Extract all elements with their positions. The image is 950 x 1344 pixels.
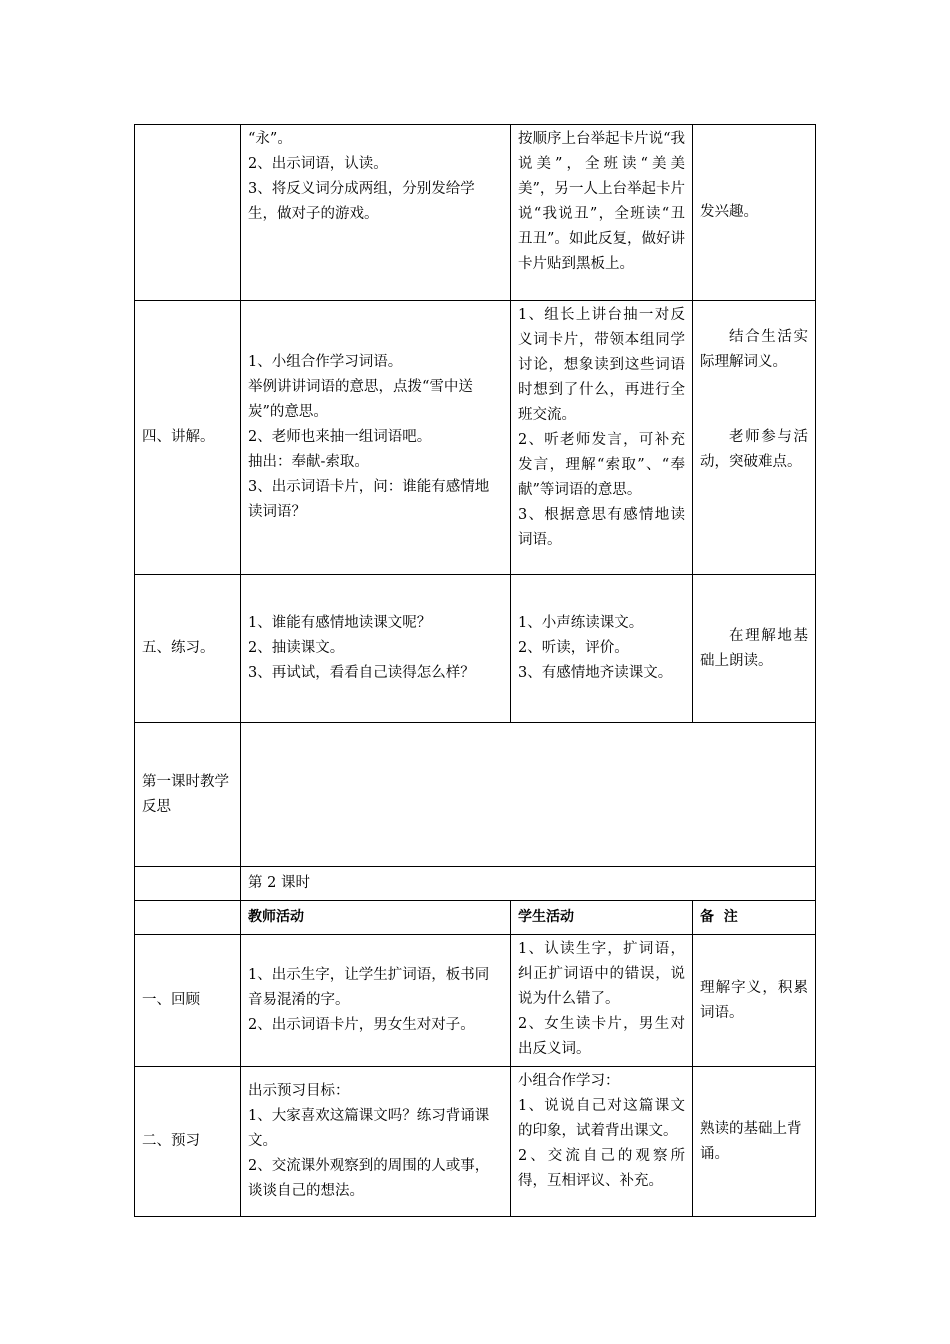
teacher-line: 1、谁能有感情地读课文呢？	[248, 615, 432, 631]
table-header-row	[135, 901, 816, 935]
student-activity-cell	[511, 125, 693, 301]
teacher-line: 举例讲讲词语的意思，点拨“雪中送炭”的意思。	[248, 379, 473, 420]
student-activity-cell	[511, 575, 693, 723]
student-line: 1、说说自己对这篇课文的印象，试着背出课文。	[518, 1098, 685, 1139]
table-row-reflection	[135, 723, 816, 867]
student-line: 按顺序上台举起卡片说“我说美”，全班读“美美美”，另一人上台举起卡片说“我说丑”，全班读“丑丑丑”。如此反复，做好讲卡片贴到黑板上。	[518, 131, 685, 272]
table-row-practice	[135, 575, 816, 723]
lesson-plan-table	[134, 124, 816, 1217]
note-cell	[693, 125, 816, 301]
teacher-activity-cell	[241, 935, 511, 1067]
student-line: 小组合作学习：	[518, 1073, 620, 1089]
table-row-lesson-label	[135, 867, 816, 901]
teacher-line: 2、老师也来抽一组词语吧。	[248, 429, 432, 445]
teacher-activity-cell	[241, 301, 511, 575]
teacher-line: 2、出示词语，认读。	[248, 156, 388, 172]
stage-cell: 二、预习	[135, 1067, 241, 1217]
note-line: 熟读的基础上背诵。	[700, 1120, 802, 1162]
table-row-review	[135, 935, 816, 1067]
teacher-line: 1、出示生字，让学生扩词语，板书同音易混淆的字。	[248, 967, 490, 1008]
teacher-line: 2、出示词语卡片，男女生对对子。	[248, 1017, 475, 1033]
note-cell	[693, 935, 816, 1067]
teacher-line: 出示预习目标：	[248, 1083, 350, 1099]
student-line: 1、小声练读课文。	[518, 615, 644, 631]
teacher-line: “永”。	[248, 131, 292, 147]
student-line: 3、根据意思有感情地读词语。	[518, 507, 685, 548]
note-line: 理解字义，积累词语。	[700, 979, 808, 1021]
student-line: 1、认读生字，扩词语，纠正扩词语中的错误，说说为什么错了。	[518, 941, 685, 1007]
student-activity-cell	[511, 301, 693, 575]
note-cell	[693, 575, 816, 723]
student-line: 2、听老师发言，可补充发言，理解“索取”、“奉献”等词语的意思。	[518, 432, 685, 498]
header-student-activity: 学生活动	[511, 901, 693, 935]
table-row-preview	[135, 1067, 816, 1217]
teacher-line: 2、交流课外观察到的周围的人或事，谈谈自己的想法。	[248, 1158, 490, 1199]
student-activity-cell	[511, 935, 693, 1067]
lesson-number-text: 第 2 课时	[248, 875, 310, 891]
teacher-line: 3、再试试，看看自己读得怎么样？	[248, 665, 475, 681]
header-note: 备 注	[693, 901, 816, 935]
student-line: 1、组长上讲台抽一对反义词卡片，带领本组同学讨论，想象读到这些词语时想到了什么，再进行全班交流。	[518, 307, 685, 423]
teacher-line: 2、抽读课文。	[248, 640, 345, 656]
teacher-activity-cell	[241, 125, 511, 301]
lesson-number-label	[241, 867, 816, 901]
teacher-activity-cell	[241, 1067, 511, 1217]
teacher-line: 3、将反义词分成两组，分别发给学生，做对子的游戏。	[248, 181, 475, 222]
teacher-activity-cell	[241, 575, 511, 723]
header-teacher-activity: 教师活动	[241, 901, 511, 935]
teacher-line: 3、出示词语卡片，问：谁能有感情地读词语？	[248, 479, 490, 520]
stage-cell: 第一课时教学反思	[135, 723, 241, 867]
student-line: 3、有感情地齐读课文。	[518, 665, 673, 681]
empty-cell	[135, 901, 241, 935]
stage-cell	[135, 125, 241, 301]
note-line: 在理解地基础上朗读。	[700, 627, 808, 669]
note-line: 老师参与活动，突破难点。	[700, 429, 808, 470]
teacher-line: 1、小组合作学习词语。	[248, 354, 403, 370]
student-line: 2、女生读卡片，男生对出反义词。	[518, 1016, 685, 1057]
note-cell	[693, 301, 816, 575]
stage-cell: 五、练习。	[135, 575, 241, 723]
note-line: 结合生活实际理解词义。	[700, 329, 808, 370]
student-activity-cell	[511, 1067, 693, 1217]
table-row-continued	[135, 125, 816, 301]
table-row-explain	[135, 301, 816, 575]
stage-cell: 一、回顾	[135, 935, 241, 1067]
empty-cell	[135, 867, 241, 901]
note-cell	[693, 1067, 816, 1217]
note-line: 发兴趣。	[700, 204, 758, 220]
stage-cell: 四、讲解。	[135, 301, 241, 575]
teacher-line: 抽出：奉献-索取。	[248, 454, 369, 470]
teacher-line: 1、大家喜欢这篇课文吗？练习背诵课文。	[248, 1108, 490, 1149]
student-line: 2、听读，评价。	[518, 640, 629, 656]
student-line: 2、交流自己的观察所得，互相评议、补充。	[518, 1148, 685, 1189]
reflection-content-cell	[241, 723, 816, 867]
